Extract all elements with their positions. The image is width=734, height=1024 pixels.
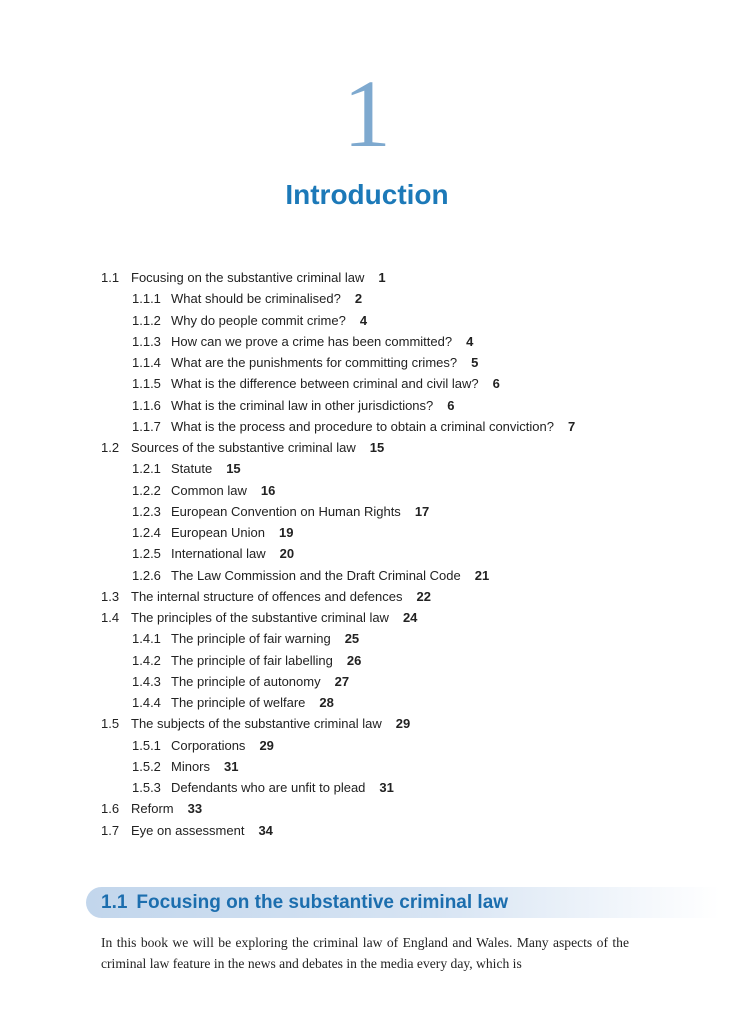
- toc-entry-page: 31: [224, 758, 239, 774]
- toc-entry-page: 33: [187, 801, 203, 817]
- toc-entry[interactable]: [101, 565, 701, 586]
- toc-entry-page: 1: [378, 270, 386, 285]
- toc-entry-number: 1.1.2: [132, 312, 161, 328]
- toc-entry-page: 16: [260, 482, 276, 498]
- toc-entry-title: The principle of welfare: [171, 695, 306, 710]
- toc-entry-number: 1.4.3: [132, 673, 161, 689]
- toc-entry[interactable]: [101, 671, 701, 692]
- toc-entry-page: 28: [319, 695, 334, 710]
- section-heading: [101, 887, 508, 918]
- toc-entry-number: 1.7: [101, 822, 120, 838]
- toc-entry-number: 1.2.3: [132, 503, 161, 519]
- toc-entry-title: Defendants who are unfit to plead: [171, 780, 366, 795]
- toc-entry-number: 1.2.1: [132, 461, 161, 477]
- toc-entry-title: The principles of the substantive criminal law: [131, 610, 389, 625]
- section-number: 1.1: [101, 892, 128, 913]
- toc-entry-page: 25: [344, 631, 360, 647]
- toc-entry-number: 1.6: [101, 801, 120, 817]
- section-title: Focusing on the substantive criminal law: [136, 892, 509, 913]
- toc-entry-page: 17: [414, 503, 430, 519]
- toc-entry-title: How can we prove a crime has been committed?: [171, 333, 453, 349]
- toc-entry-number: 1.5: [101, 716, 120, 732]
- toc-entry[interactable]: [101, 607, 701, 628]
- toc-entry-title: Corporations: [171, 737, 246, 753]
- body-paragraph: In this book we will be exploring the criminal law of England and Wales. Many aspects of the criminal law feature in the news and debates in the media every day, which is: [101, 935, 629, 971]
- toc-entry-title: The principle of fair warning: [171, 631, 331, 647]
- toc-entry[interactable]: [101, 650, 701, 671]
- toc-entry-title: Sources of the substantive criminal law: [131, 440, 356, 455]
- toc-entry-title: Eye on assessment: [131, 822, 245, 838]
- toc-entry-title: What should be criminalised?: [171, 291, 341, 307]
- toc-entry[interactable]: [101, 416, 701, 437]
- toc-entry-title: The principle of fair labelling: [171, 652, 333, 668]
- toc-entry-title: International law: [171, 546, 266, 562]
- toc-entry[interactable]: [101, 692, 701, 713]
- toc-entry-number: 1.1.1: [132, 291, 161, 307]
- toc-entry-page: 26: [346, 652, 362, 668]
- toc-entry[interactable]: [101, 735, 701, 756]
- toc-entry-title: The subjects of the substantive criminal law: [131, 716, 382, 732]
- toc-entry-page: 6: [492, 376, 500, 392]
- toc-entry-page: 15: [226, 461, 241, 477]
- toc-entry-title: Why do people commit crime?: [171, 312, 346, 328]
- toc-entry-page: 19: [278, 525, 294, 540]
- toc-entry-title: What is the criminal law in other jurisdictions?: [171, 397, 434, 413]
- toc-entry-number: 1.2.2: [132, 482, 161, 498]
- toc-entry-title: The principle of autonomy: [171, 673, 321, 689]
- toc-entry-page: 31: [379, 780, 394, 795]
- toc-entry[interactable]: [101, 543, 701, 564]
- toc-entry-number: 1.2: [101, 440, 120, 455]
- toc-entry-number: 1.1.6: [132, 397, 161, 413]
- toc-entry-title: European Convention on Human Rights: [171, 503, 401, 519]
- toc-entry[interactable]: [101, 331, 701, 352]
- toc-entry-number: 1.4.2: [132, 652, 161, 668]
- toc-entry[interactable]: [101, 586, 701, 607]
- toc-entry[interactable]: [101, 756, 701, 777]
- toc-entry-number: 1.1.3: [132, 333, 161, 349]
- toc-entry-title: What are the punishments for committing crimes?: [171, 355, 458, 370]
- toc-entry-page: 7: [567, 418, 576, 434]
- toc-entry-number: 1.2.5: [132, 546, 161, 562]
- toc-entry-title: Minors: [171, 758, 211, 774]
- toc-entry-number: 1.3: [101, 588, 120, 604]
- toc-entry[interactable]: [101, 288, 701, 309]
- toc-entry-page: 29: [395, 716, 411, 732]
- toc-entry[interactable]: [101, 777, 701, 798]
- toc-entry-page: 5: [471, 355, 479, 370]
- toc-entry-page: 4: [359, 312, 368, 328]
- toc-entry-number: 1.1.7: [132, 418, 161, 434]
- toc-entry-page: 4: [466, 333, 474, 349]
- toc-entry-title: What is the difference between criminal and civil law?: [171, 376, 479, 392]
- table-of-contents: [101, 267, 701, 841]
- toc-entry-number: 1.4.1: [132, 631, 161, 647]
- toc-entry-title: European Union: [171, 525, 265, 540]
- toc-entry-page: 29: [259, 737, 274, 753]
- toc-entry[interactable]: [101, 798, 701, 819]
- toc-entry-page: 21: [474, 567, 490, 583]
- toc-entry[interactable]: [101, 267, 701, 288]
- toc-entry-number: 1.5.3: [132, 780, 161, 795]
- toc-entry[interactable]: [101, 352, 701, 373]
- toc-entry[interactable]: [101, 310, 701, 331]
- toc-entry-page: 2: [354, 291, 363, 307]
- toc-entry[interactable]: [101, 458, 701, 479]
- toc-entry-title: Focusing on the substantive criminal law: [131, 270, 365, 285]
- toc-entry-number: 1.5.2: [132, 758, 161, 774]
- toc-entry-number: 1.2.6: [132, 567, 161, 583]
- chapter-title: Introduction: [285, 179, 449, 210]
- toc-entry-number: 1.1: [101, 270, 120, 285]
- toc-entry[interactable]: [101, 395, 701, 416]
- toc-entry-number: 1.4: [101, 610, 120, 625]
- toc-entry-number: 1.4.4: [132, 695, 161, 710]
- toc-entry-title: Reform: [131, 801, 174, 817]
- toc-entry[interactable]: [101, 373, 701, 394]
- toc-entry-title: The internal structure of offences and defences: [131, 588, 403, 604]
- toc-entry-page: 27: [334, 673, 350, 689]
- toc-entry[interactable]: [101, 713, 701, 734]
- toc-entry-page: 20: [279, 546, 295, 562]
- toc-entry[interactable]: [101, 501, 701, 522]
- toc-entry-number: 1.2.4: [132, 525, 161, 540]
- toc-entry-page: 34: [258, 822, 273, 838]
- chapter-number: 1: [343, 60, 391, 167]
- toc-entry[interactable]: [101, 628, 701, 649]
- toc-entry-number: 1.1.5: [132, 376, 161, 392]
- toc-entry-page: 6: [447, 397, 455, 413]
- toc-entry-page: 15: [369, 440, 385, 455]
- toc-entry[interactable]: [101, 820, 701, 841]
- toc-entry-number: 1.5.1: [132, 737, 161, 753]
- toc-entry[interactable]: [101, 522, 701, 543]
- toc-entry-title: Statute: [171, 461, 213, 477]
- toc-entry-title: Common law: [171, 482, 247, 498]
- toc-entry[interactable]: [101, 480, 701, 501]
- toc-entry-number: 1.1.4: [132, 355, 161, 370]
- toc-entry-title: What is the process and procedure to obtain a criminal conviction?: [171, 418, 554, 434]
- toc-entry-page: 22: [416, 588, 431, 604]
- toc-entry-page: 24: [402, 610, 418, 625]
- toc-entry-title: The Law Commission and the Draft Criminal Code: [171, 567, 461, 583]
- toc-entry[interactable]: [101, 437, 701, 458]
